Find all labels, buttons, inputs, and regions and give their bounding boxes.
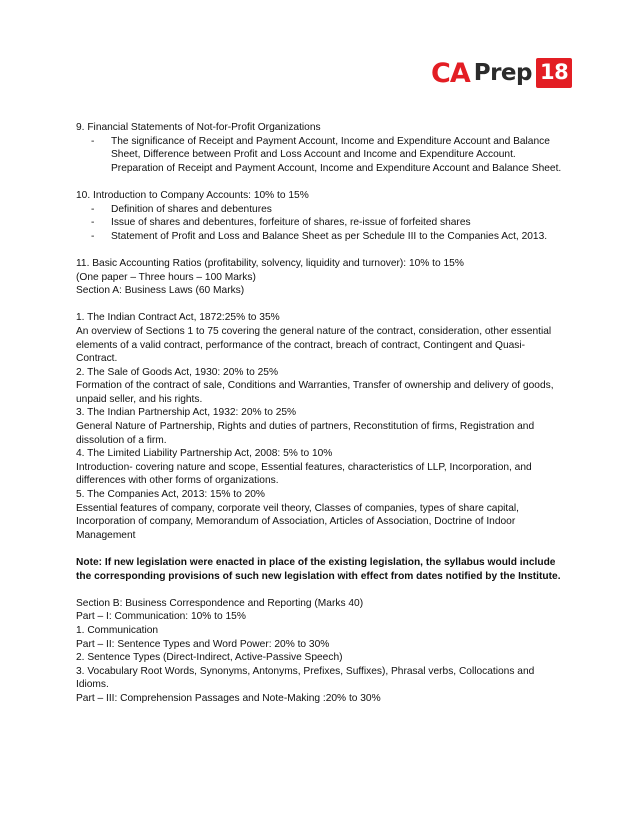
section-10-title: 10. Introduction to Company Accounts: 10% to 15% xyxy=(76,189,309,201)
section-b-line: Part – III: Comprehension Passages and Note-Making :20% to 30% xyxy=(76,692,381,704)
law-body: Essential features of company, corporate veil theory, Classes of companies, types of share capital, Incorporation of company, Memorandum of Association, Articles of Association, Doctrine of Indoor Management xyxy=(76,502,519,541)
section-b-title: Section B: Business Correspondence and Reporting (Marks 40) xyxy=(76,597,364,609)
law-title: 1. The Indian Contract Act, 1872:25% to 35% xyxy=(76,312,280,324)
document-body xyxy=(76,121,566,706)
legislation-note: Note: If new legislation were enacted in place of the existing legislation, the syllabus would include the corresponding provisions of such new legislation with effect from dates notified by the Institute. xyxy=(76,557,561,582)
logo-ca-text: CA xyxy=(431,57,470,89)
section-11-title: 11. Basic Accounting Ratios (profitability, solvency, liquidity and turnover): 10% to 15% xyxy=(76,257,464,269)
section-9-title: 9. Financial Statements of Not-for-Profit Organizations xyxy=(76,122,321,133)
section-b-line: 3. Vocabulary Root Words, Synonyms, Antonyms, Prefixes, Suffixes), Phrasal verbs, Collocations and Idioms. xyxy=(76,665,535,691)
section-a-title: Section A: Business Laws (60 Marks) xyxy=(76,285,245,297)
law-body: Formation of the contract of sale, Conditions and Warranties, Transfer of ownership and delivery of goods, unpaid seller, and his rights. xyxy=(76,380,554,405)
section-10-bullet: - Issue of shares and debentures, forfeiture of shares, re-issue of forfeited shares xyxy=(76,216,566,230)
law-title: 4. The Limited Liability Partnership Act, 2008: 5% to 10% xyxy=(76,448,333,460)
law-body: An overview of Sections 1 to 75 covering the general nature of the contract, consideration, other essential elements of a valid contract, performance of the contract, breach of contract, Contingent and Quasi-Contract. xyxy=(76,325,552,365)
logo-number-badge: 18 xyxy=(536,58,572,88)
caprep18-logo xyxy=(431,53,572,93)
logo-prep-text: Prep xyxy=(473,59,532,86)
section-10-bullet: - Statement of Profit and Loss and Balance Sheet as per Schedule III to the Companies Act, 2013. xyxy=(76,230,566,244)
section-b-line: Part – II: Sentence Types and Word Power: 20% to 30% xyxy=(76,638,330,650)
law-title: 3. The Indian Partnership Act, 1932: 20% to 25% xyxy=(76,407,297,419)
section-10-bullet: - Definition of shares and debentures xyxy=(76,203,566,217)
law-body: Introduction- covering nature and scope, Essential features, characteristics of LLP, Incorporation, and differences with other forms of organizations. xyxy=(76,461,532,487)
section-b-line: Part – I: Communication: 10% to 15% xyxy=(76,611,246,623)
section-9-bullet: - The significance of Receipt and Payment Account, Income and Expenditure Account and Balance Sheet, Difference between Profit and Loss Account and Income and Expenditure Account. Preparation of Receipt and Payment Account, Income and Expenditure Account and Balance Sheet. xyxy=(76,135,566,176)
paper-info: (One paper – Three hours – 100 Marks) xyxy=(76,271,256,283)
law-body: General Nature of Partnership, Rights and duties of partners, Reconstitution of firms, Registration and dissolution of a firm. xyxy=(76,421,535,446)
section-b-line: 1. Communication xyxy=(76,624,159,636)
section-b-line: 2. Sentence Types (Direct-Indirect, Active-Passive Speech) xyxy=(76,652,343,664)
law-title: 5. The Companies Act, 2013: 15% to 20% xyxy=(76,489,265,501)
law-title: 2. The Sale of Goods Act, 1930: 20% to 25% xyxy=(76,366,278,378)
